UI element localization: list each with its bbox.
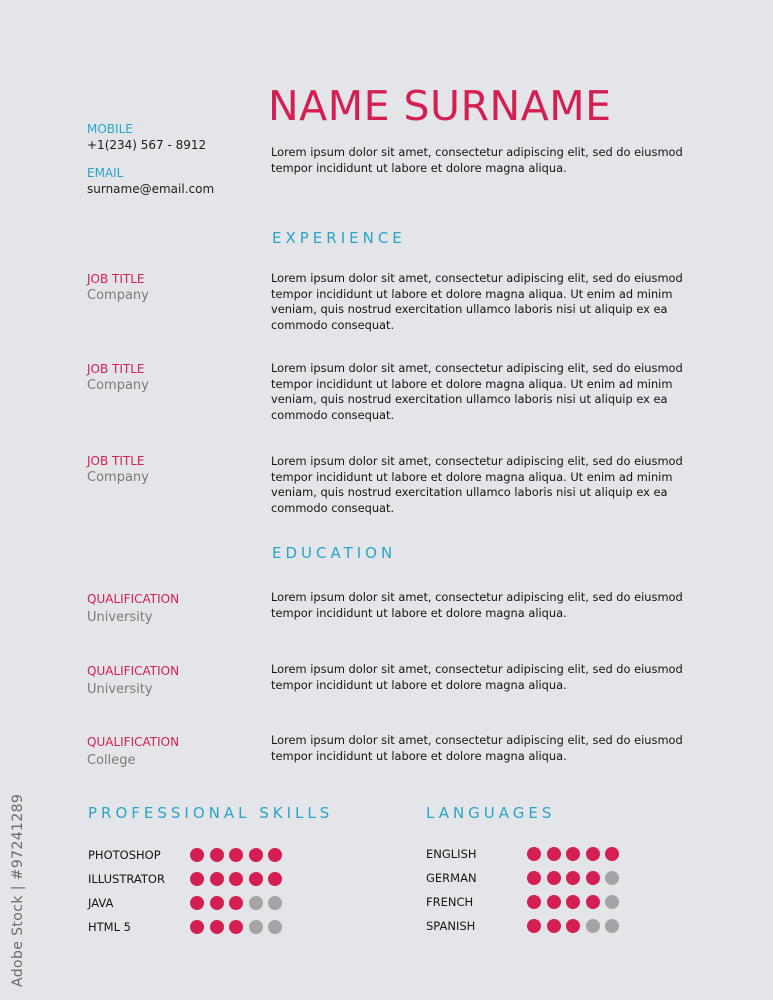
rating-dot-filled [268, 872, 282, 886]
language-row [426, 914, 619, 938]
mobile-label: MOBILE [87, 122, 133, 136]
summary-text: Lorem ipsum dolor sit amet, consectetur adipiscing elit, sed do eiusmod tempor incididunt ut labore et dolore magna aliqua. [271, 145, 683, 175]
rating-dot-empty [268, 896, 282, 910]
job-description: Lorem ipsum dolor sit amet, consectetur adipiscing elit, sed do eiusmod tempor incididunt ut labore et dolore magna aliqua. Ut enim ad minim veniam, quis nostrud exercitation ullamco laboris nisi ut aliquip ex ea commodo consequat. [271, 271, 683, 332]
rating-dot-filled [210, 848, 224, 862]
rating-dot-filled [527, 871, 541, 885]
languages-heading: LANGUAGES [426, 804, 556, 822]
skill-rating [190, 848, 282, 862]
qualification-description: Lorem ipsum dolor sit amet, consectetur adipiscing elit, sed do eiusmod tempor incididunt ut labore et dolore magna aliqua. [271, 733, 683, 763]
rating-dot-filled [190, 896, 204, 910]
rating-dot-filled [249, 848, 263, 862]
rating-dot-filled [210, 920, 224, 934]
rating-dot-filled [566, 919, 580, 933]
rating-dot-filled [229, 848, 243, 862]
skill-name: HTML 5 [88, 920, 131, 934]
rating-dot-empty [586, 919, 600, 933]
job-company: Company [87, 288, 149, 303]
rating-dot-filled [249, 872, 263, 886]
rating-dot-filled [190, 872, 204, 886]
rating-dot-empty [605, 871, 619, 885]
mobile-value: +1(234) 567 - 8912 [87, 138, 207, 152]
skill-name: JAVA [88, 896, 114, 910]
qualification-title: QUALIFICATION [87, 664, 180, 678]
skill-rating [190, 896, 282, 910]
rating-dot-filled [268, 848, 282, 862]
language-name: SPANISH [426, 919, 476, 933]
language-rating [527, 895, 619, 909]
languages-list [426, 842, 619, 938]
stock-watermark-id [8, 775, 26, 990]
rating-dot-empty [249, 896, 263, 910]
rating-dot-empty [605, 895, 619, 909]
experience-heading: EXPERIENCE [272, 229, 406, 247]
skill-rating [190, 872, 282, 886]
education-heading: EDUCATION [272, 544, 397, 562]
language-row [426, 866, 619, 890]
language-name: FRENCH [426, 895, 474, 909]
rating-dot-filled [547, 919, 561, 933]
rating-dot-filled [190, 920, 204, 934]
job-company: Company [87, 378, 149, 393]
qualification-description: Lorem ipsum dolor sit amet, consectetur adipiscing elit, sed do eiusmod tempor incididunt ut labore et dolore magna aliqua. [271, 590, 683, 620]
rating-dot-filled [566, 895, 580, 909]
job-title: JOB TITLE [87, 272, 145, 286]
rating-dot-filled [586, 871, 600, 885]
language-row [426, 890, 619, 914]
language-rating [527, 919, 619, 933]
rating-dot-filled [605, 847, 619, 861]
language-row [426, 842, 619, 866]
language-rating [527, 847, 619, 861]
qualification-title: QUALIFICATION [87, 592, 180, 606]
rating-dot-filled [566, 847, 580, 861]
qualification-institution: University [87, 682, 153, 697]
rating-dot-filled [229, 872, 243, 886]
skill-row [88, 915, 282, 939]
qualification-title: QUALIFICATION [87, 735, 180, 749]
rating-dot-filled [547, 871, 561, 885]
rating-dot-empty [268, 920, 282, 934]
language-name: GERMAN [426, 871, 477, 885]
rating-dot-filled [566, 871, 580, 885]
email-label: EMAIL [87, 166, 124, 180]
rating-dot-filled [586, 847, 600, 861]
job-title: JOB TITLE [87, 454, 145, 468]
rating-dot-empty [249, 920, 263, 934]
qualification-description: Lorem ipsum dolor sit amet, consectetur adipiscing elit, sed do eiusmod tempor incididunt ut labore et dolore magna aliqua. [271, 662, 683, 692]
rating-dot-filled [586, 895, 600, 909]
job-company: Company [87, 470, 149, 485]
rating-dot-empty [605, 919, 619, 933]
rating-dot-filled [229, 920, 243, 934]
language-rating [527, 871, 619, 885]
qualification-institution: College [87, 753, 136, 768]
email-value: surname@email.com [87, 182, 215, 196]
qualification-institution: University [87, 610, 153, 625]
job-title: JOB TITLE [87, 362, 145, 376]
rating-dot-filled [527, 919, 541, 933]
rating-dot-filled [527, 895, 541, 909]
resume-name: NAME SURNAME [268, 82, 612, 130]
job-description: Lorem ipsum dolor sit amet, consectetur adipiscing elit, sed do eiusmod tempor incididunt ut labore et dolore magna aliqua. Ut enim ad minim veniam, quis nostrud exercitation ullamco laboris nisi ut aliquip ex ea commodo consequat. [271, 361, 683, 422]
rating-dot-filled [527, 847, 541, 861]
skill-row [88, 843, 282, 867]
rating-dot-filled [190, 848, 204, 862]
skill-row [88, 891, 282, 915]
rating-dot-filled [229, 896, 243, 910]
rating-dot-filled [547, 847, 561, 861]
skills-heading: PROFESSIONAL SKILLS [88, 804, 334, 822]
skill-rating [190, 920, 282, 934]
rating-dot-filled [210, 872, 224, 886]
job-description: Lorem ipsum dolor sit amet, consectetur adipiscing elit, sed do eiusmod tempor incididunt ut labore et dolore magna aliqua. Ut enim ad minim veniam, quis nostrud exercitation ullamco laboris nisi ut aliquip ex ea commodo consequat. [271, 454, 683, 515]
skill-name: ILLUSTRATOR [88, 872, 165, 886]
skills-list [88, 843, 282, 939]
rating-dot-filled [210, 896, 224, 910]
rating-dot-filled [547, 895, 561, 909]
stock-watermark-text: Adobe Stock | #97241289 [10, 793, 26, 987]
language-name: ENGLISH [426, 847, 477, 861]
skill-row [88, 867, 282, 891]
skill-name: PHOTOSHOP [88, 848, 161, 862]
